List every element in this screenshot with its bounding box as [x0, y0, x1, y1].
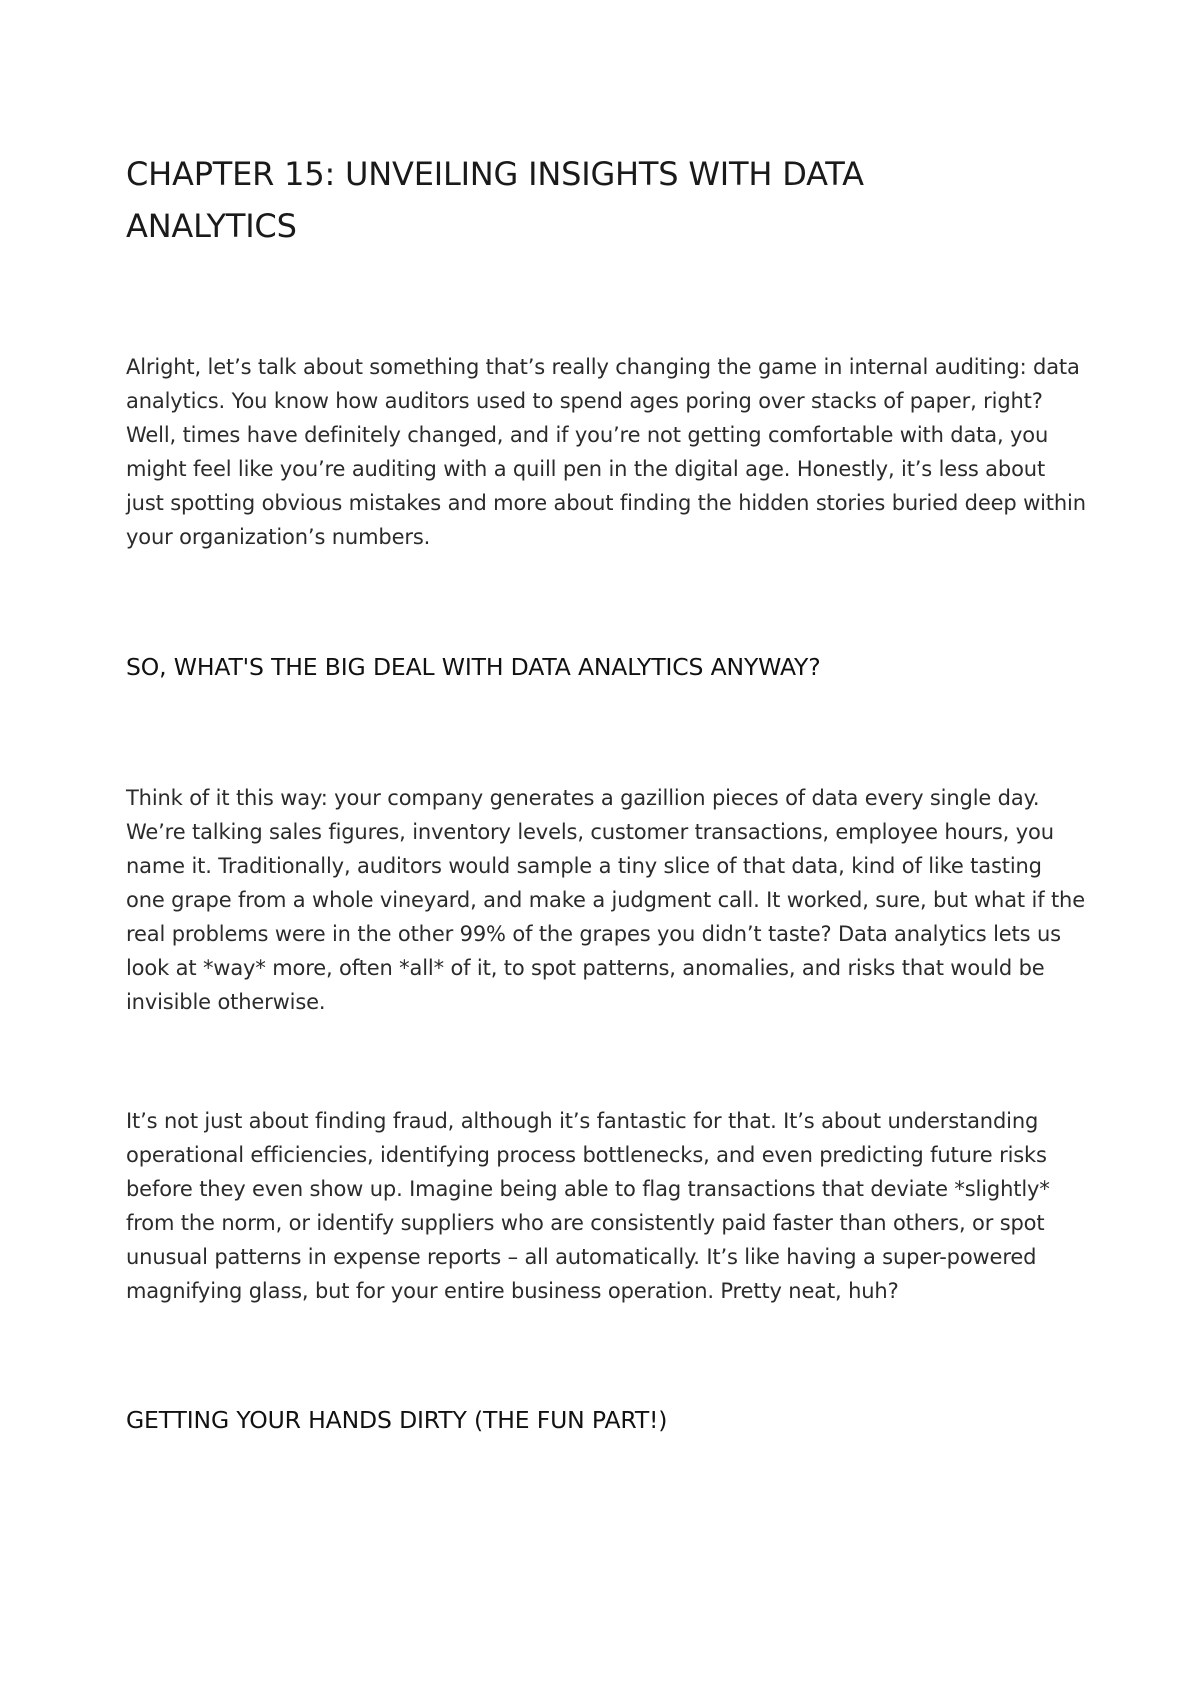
body-paragraph: It’s not just about finding fraud, although it’s fantastic for that. It’s about understanding operational efficiencies, identifying process bottlenecks, and even predicting future risks before they even show up. Imagine being able to flag transactions that deviate *slightly* from the norm, or identify suppliers who are consistently paid faster than others, or spot unusual patterns in expense reports – all automatically. It’s like having a super-powered magnifying glass, but for your entire business operation. Pretty neat, huh?: [126, 1109, 1050, 1303]
section-heading: GETTING YOUR HANDS DIRTY (THE FUN PART!): [126, 1406, 668, 1434]
page-content: [126, 148, 1086, 1437]
section-heading: SO, WHAT'S THE BIG DEAL WITH DATA ANALYTICS ANYWAY?: [126, 653, 821, 681]
body-paragraph: Alright, let’s talk about something that’s really changing the game in internal auditing: data analytics. You know how auditors used to spend ages poring over stacks of paper, right? Well, times have definitely changed, and if you’re not getting comfortable with data, you might feel like you’re auditing with a quill pen in the digital age. Honestly, it’s less about just spotting obvious mistakes and more about finding the hidden stories buried deep within your organization’s numbers.: [126, 355, 1086, 549]
chapter-title: CHAPTER 15: UNVEILING INSIGHTS WITH DATA ANALYTICS: [126, 155, 864, 245]
body-paragraph: Think of it this way: your company generates a gazillion pieces of data every single day. We’re talking sales figures, inventory levels, customer transactions, employee hours, you name it. Traditionally, auditors would sample a tiny slice of that data, kind of like tasting one grape from a whole vineyard, and make a judgment call. It worked, sure, but what if the real problems were in the other 99% of the grapes you didn’t taste? Data analytics lets us look at *way* more, often *all* of it, to spot patterns, anomalies, and risks that would be invisible otherwise.: [126, 786, 1085, 1014]
